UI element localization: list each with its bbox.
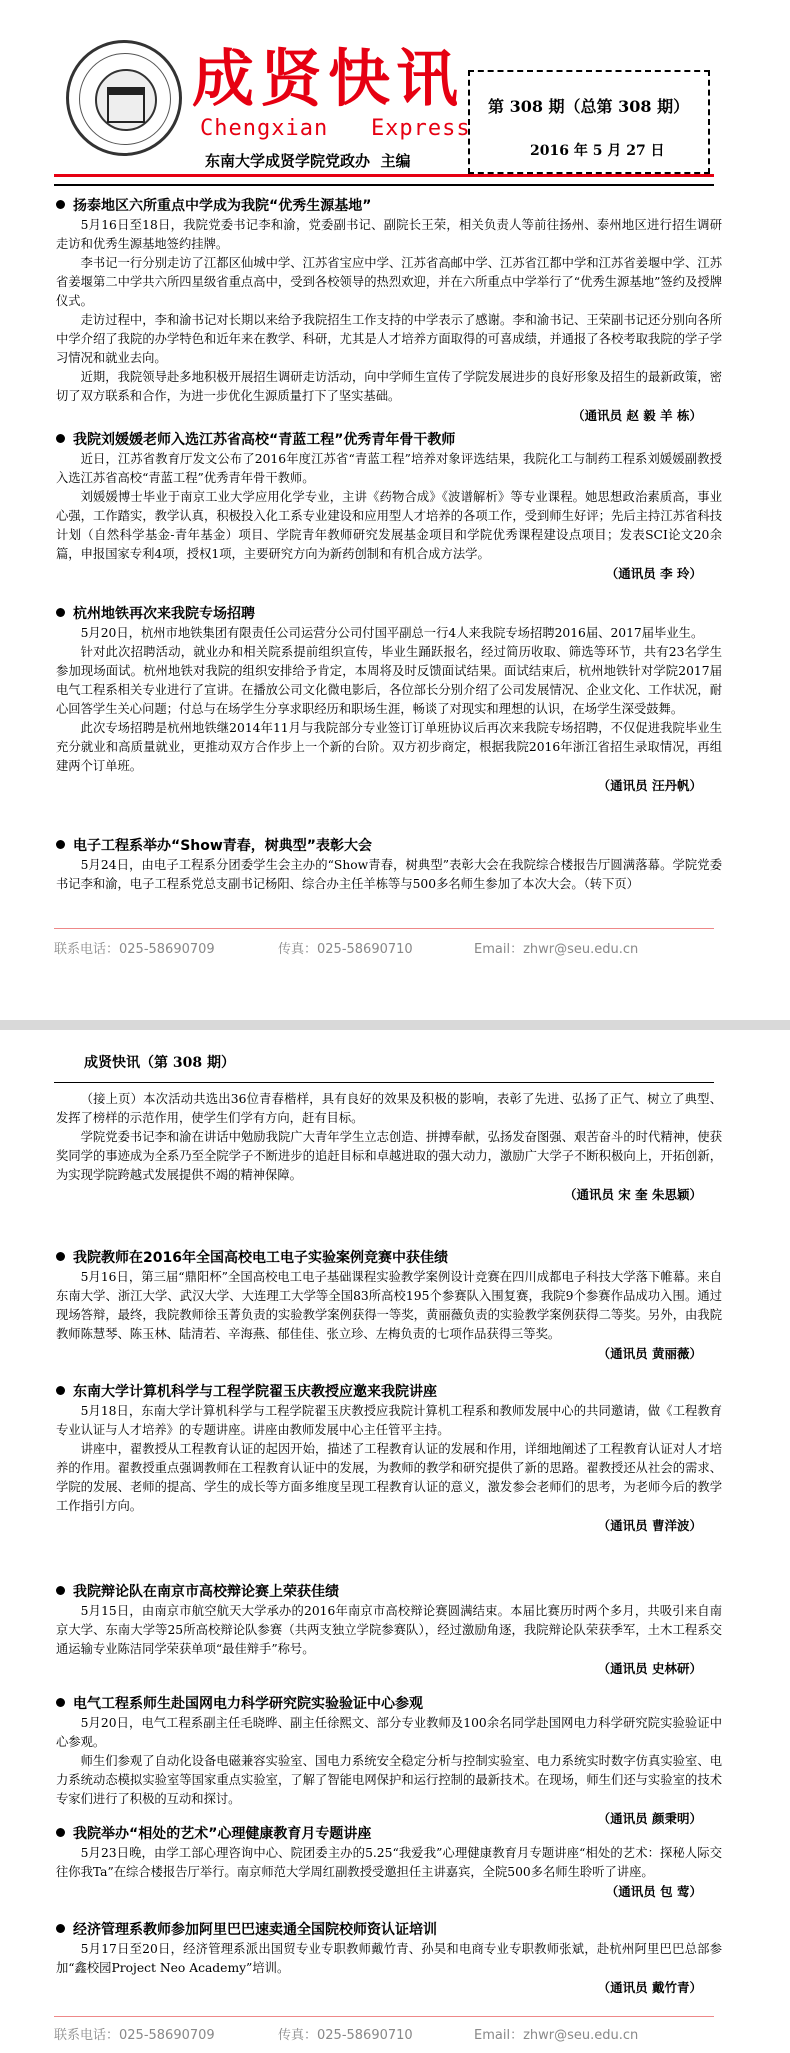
article-title: 我院教师在2016年全国高校电工电子实验案例竞赛中获佳绩 <box>56 1248 722 1268</box>
article-2 <box>56 430 722 583</box>
footer-phone: 联系电话：025-58690709 <box>54 2028 215 2043</box>
article-paragraph: 李书记一行分别走访了江都区仙城中学、江苏省宝应中学、江苏省高邮中学、江苏省江都中学和江苏省姜堰中学、江苏省姜堰第二中学共六所四星级省重点高中，受到各校领导的热烈欢迎，并在六所重点中学举行了“优秀生源基地”签约及授牌仪式。 <box>56 256 722 308</box>
correspondent: （通讯员 包 莺） <box>605 1884 702 1899</box>
correspondent: （通讯员 汪丹帆） <box>597 778 702 793</box>
footer-phone: 联系电话：025-58690709 <box>54 942 215 957</box>
footer-rule <box>54 2016 714 2017</box>
correspondent: （通讯员 史林研） <box>597 1661 702 1676</box>
correspondent: （通讯员 宋 奎 朱思颖） <box>563 1187 702 1202</box>
header-rule-black <box>54 184 714 186</box>
article-title: 电子工程系举办“Show青春，树典型”表彰大会 <box>56 836 722 856</box>
page-header-rule <box>54 1082 714 1083</box>
bullet-icon <box>56 1252 65 1261</box>
correspondent: （通讯员 黄丽薇） <box>597 1346 702 1361</box>
issue-number: 第 308 期（总第 308 期） <box>488 97 690 116</box>
correspondent: （通讯员 赵 毅 羊 栋） <box>572 408 702 423</box>
article-paragraph: 5月24日，由电子工程系分团委学生会主办的“Show青春，树典型”表彰大会在我院综合楼报告厅圆满落幕。学院党委书记李和渝，电子工程系党总支副书记杨阳、综合办主任羊栋等与500多名师生参加了本次大会。（转下页） <box>56 858 722 891</box>
article-paragraph: 5月17日至20日，经济管理系派出国贸专业专职教师戴竹青、孙昊和电商专业专职教师张斌，赴杭州阿里巴巴总部参加“鑫校园Project Neo Academy”培训。 <box>56 1942 722 1975</box>
article-paragraph: 走访过程中，李和渝书记对长期以来给予我院招生工作支持的中学表示了感谢。李和渝书记、王荣副书记还分别向各所中学介绍了我院的办学特色和近年来在教学、科研，尤其是人才培养方面取得的可喜成绩，并通报了各校考取我院的学子学习情况和就业去向。 <box>56 313 722 365</box>
correspondent: （通讯员 李 玲） <box>605 566 702 581</box>
article-title: 我院辩论队在南京市高校辩论赛上荣获佳绩 <box>56 1582 722 1602</box>
bullet-icon <box>56 200 65 209</box>
footer-fax: 传真：025-58690710 <box>278 942 413 957</box>
university-seal-logo <box>66 40 182 156</box>
article-paragraph: 近期，我院领导赴多地积极开展招生调研走访活动，向中学师生宣传了学院发展进步的良好形象及招生的最新政策，密切了双方联系和合作，为进一步优化生源质量打下了坚实基础。 <box>56 370 722 403</box>
footer-fax: 传真：025-58690710 <box>278 2028 413 2043</box>
article-title: 杭州地铁再次来我院专场招聘 <box>56 604 722 624</box>
article-title: 电气工程系师生赴国网电力科学研究院实验验证中心参观 <box>56 1694 722 1714</box>
page-header: 成贤快讯（第 308 期） <box>84 1055 235 1071</box>
masthead-editor: 东南大学成贤学院党政办 主编 <box>205 152 411 170</box>
article-paragraph: 近日，江苏省教育厅发文公布了2016年度江苏省“青蓝工程”培养对象评选结果，我院化工与制药工程系刘媛媛副教授入选江苏省高校“青蓝工程”优秀青年骨干教师。 <box>56 452 722 485</box>
bullet-icon <box>56 1828 65 1837</box>
bullet-icon <box>56 1386 65 1395</box>
article-paragraph: 学院党委书记李和渝在讲话中勉励我院广大青年学生立志创造、拼搏奉献，弘扬发奋图强、艰苦奋斗的时代精神，使获奖同学的事迹成为全系乃至全院学子不断进步的追赶目标和卓越进取的强大动力，激励广大学子不断积极向上，开拓创新，为实现学院跨越式发展提供不竭的精神保障。 <box>56 1130 722 1182</box>
header-rule-red <box>54 174 714 177</box>
article-4 <box>56 836 722 894</box>
article-title: 东南大学计算机科学与工程学院翟玉庆教授应邀来我院讲座 <box>56 1382 722 1402</box>
article-paragraph: （接上页）本次活动共选出36位青春楷样，具有良好的效果及积极的影响，表彰了先进、弘扬了正气、树立了典型、发挥了榜样的示范作用，使学生们学有方向，赶有目标。 <box>56 1092 722 1125</box>
bullet-icon <box>56 1924 65 1933</box>
article-paragraph: 5月16日至18日，我院党委书记李和渝，党委副书记、副院长王荣，相关负责人等前往扬州、泰州地区进行招生调研走访和优秀生源基地签约挂牌。 <box>56 218 722 251</box>
article-paragraph: 5月15日，由南京市航空航天大学承办的2016年南京市高校辩论赛圆满结束。本届比赛历时两个多月，共吸引来自南京大学、东南大学等25所高校辩论队参赛（共两支独立学院参赛队），经过激励角逐，我院辩论队荣获季军，土木工程系交通运输专业陈洁同学荣获单项“最佳辩手”称号。 <box>56 1604 722 1656</box>
article-paragraph: 5月20日，杭州市地铁集团有限责任公司运营分公司付国平副总一行4人来我院专场招聘2016届、2017届毕业生。 <box>80 626 704 640</box>
article-4-continued <box>56 1090 722 1204</box>
article-title: 扬泰地区六所重点中学成为我院“优秀生源基地” <box>56 196 722 216</box>
correspondent: （通讯员 颜秉明） <box>597 1811 702 1826</box>
footer-rule <box>54 928 714 929</box>
article-7 <box>56 1582 722 1678</box>
bullet-icon <box>56 840 65 849</box>
article-9 <box>56 1824 722 1901</box>
article-6 <box>56 1382 722 1535</box>
masthead-subtitle: Chengxian Express <box>200 116 471 141</box>
bullet-icon <box>56 1698 65 1707</box>
article-3 <box>56 604 722 795</box>
article-paragraph: 师生们参观了自动化设备电磁兼容实验室、国电力系统安全稳定分析与控制实验室、电力系统实时数字仿真实验室、电力系统动态模拟实验室等国家重点实验室，了解了智能电网保护和运行控制的最新技术。在现场，师生们还与实验室的技术专家们进行了积极的互动和探讨。 <box>56 1754 722 1806</box>
article-paragraph: 5月16日，第三届“鼎阳杯”全国高校电工电子基础课程实验教学案例设计竞赛在四川成都电子科技大学落下帷幕。来自东南大学、浙江大学、武汉大学、大连理工大学等全国83所高校195个参赛队入围复赛，我院9个参赛作品成功入围。通过现场答辩，最终，我院教师徐玉菁负责的实验教学案例获得一等奖，黄丽薇负责的实验教学案例获得二等奖。另外，由我院教师陈慧琴、陈玉林、陆清若、辛海燕、郁佳佳、张立珍、左梅负责的七项作品获得三等奖。 <box>56 1270 722 1341</box>
article-title: 经济管理系教师参加阿里巴巴速卖通全国院校师资认证培训 <box>56 1920 722 1940</box>
article-paragraph: 5月23日晚，由学工部心理咨询中心、院团委主办的5.25“我爱我”心理健康教育月专题讲座“相处的艺术：探秘人际交往你我Ta”在综合楼报告厅举行。南京师范大学周红副教授受邀担任主讲嘉宾，全院500多名师生聆听了讲座。 <box>56 1846 722 1879</box>
article-title: 我院刘媛媛老师入选江苏省高校“青蓝工程”优秀青年骨干教师 <box>56 430 722 450</box>
bullet-icon <box>56 434 65 443</box>
article-10 <box>56 1920 722 1997</box>
issue-box <box>468 70 710 174</box>
page-2 <box>0 1030 790 2053</box>
article-paragraph: 刘媛媛博士毕业于南京工业大学应用化学专业，主讲《药物合成》《波谱解析》等专业课程。她思想政治素质高，事业心强，工作踏实，教学认真，积极投入化工系专业建设和应用型人才培养的各项工作，受到师生好评；先后主持江苏省科技计划（自然科学基金-青年基金）项目、学院青年教师研究发展基金项目和学院优秀课程建设点项目；发表SCI论文20余篇，申报国家专利4项，授权1项，主要研究方向为新药创制和有机合成方法学。 <box>56 490 722 561</box>
masthead-title: 成贤快讯 <box>192 42 465 115</box>
issue-date: 2016 年 5 月 27 日 <box>530 143 665 159</box>
article-paragraph: 5月20日，电气工程系副主任毛晓晔、副主任徐熙文、部分专业教师及100余名同学赴国网电力科学研究院实验验证中心参观。 <box>56 1716 722 1749</box>
article-paragraph: 讲座中，翟教授从工程教育认证的起因开始，描述了工程教育认证的发展和作用，详细地阐述了工程教育认证对人才培养的作用。翟教授重点强调教师在工程教育认证中的发展，为教师的教学和研究提供了新的思路。翟教授还从社会的需求、学院的发展、老师的提高、学生的成长等方面多维度呈现工程教育认证的意义，激发参会老师们的思考，为老师今后的教学工作指引方向。 <box>56 1442 722 1513</box>
page-1 <box>0 0 790 1020</box>
bullet-icon <box>56 1586 65 1595</box>
article-paragraph: 5月18日，东南大学计算机科学与工程学院翟玉庆教授应我院计算机工程系和教师发展中心的共同邀请，做《工程教育专业认证与人才培养》的专题讲座。讲座由教师发展中心主任管平主持。 <box>56 1404 722 1437</box>
bullet-icon <box>56 608 65 617</box>
correspondent: （通讯员 戴竹青） <box>597 1980 702 1995</box>
footer-email: Email：zhwr@seu.edu.cn <box>474 2028 639 2043</box>
article-title: 我院举办“相处的艺术”心理健康教育月专题讲座 <box>56 1824 722 1844</box>
article-8 <box>56 1694 722 1828</box>
article-1 <box>56 196 722 425</box>
footer-email: Email：zhwr@seu.edu.cn <box>474 942 639 957</box>
article-paragraph: 此次专场招聘是杭州地铁继2014年11月与我院部分专业签订订单班协议后再次来我院专场招聘，不仅促进我院毕业生充分就业和高质量就业，更推动双方合作步上一个新的台阶。双方初步商定，根据我院2016年浙江省招生录取情况，再组建两个订单班。 <box>56 721 722 773</box>
article-paragraph: 针对此次招聘活动，就业办和相关院系提前组织宣传，毕业生踊跃报名，经过简历收取、筛选等环节，共有23名学生参加现场面试。杭州地铁对我院的组织安排给予肯定，本周将及时反馈面试结果。面试结束后，杭州地铁针对学院2017届电气工程系相关专业进行了宣讲。在播放公司文化微电影后，各位部长分别介绍了公司发展情况、企业文化、工作状况，耐心回答学生关心问题；付总与在场学生分享求职经历和职场生涯，畅谈了对现实和理想的认识，在场学生深受鼓舞。 <box>56 645 722 716</box>
article-5 <box>56 1248 722 1363</box>
correspondent: （通讯员 曹洋波） <box>597 1518 702 1533</box>
seal-building-icon <box>107 87 145 123</box>
